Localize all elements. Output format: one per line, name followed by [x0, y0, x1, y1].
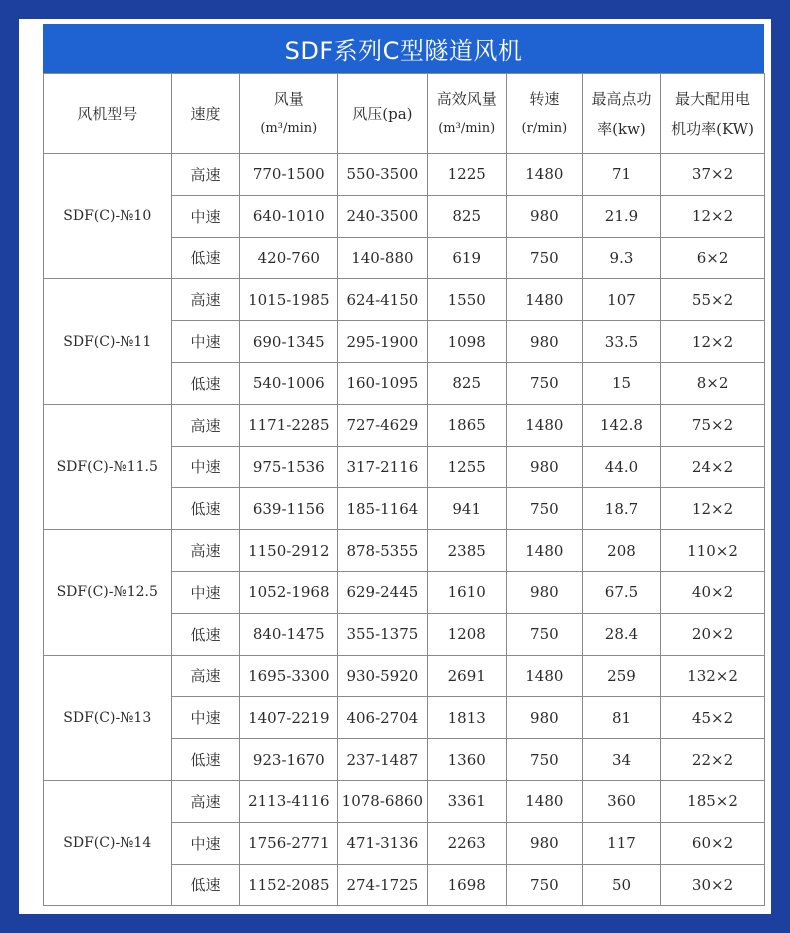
model-cell: SDF(C)-№12.5 — [44, 530, 172, 655]
pressure-cell: 355-1375 — [338, 613, 427, 655]
eff-cell: 825 — [427, 362, 506, 404]
maxpt-cell: 81 — [582, 697, 660, 739]
header-speed: 速度 — [171, 74, 240, 154]
speed-cell: 中速 — [171, 697, 240, 739]
model-cell: SDF(C)-№11.5 — [44, 404, 172, 529]
pressure-cell: 1078-6860 — [338, 780, 427, 822]
maxpt-cell: 107 — [582, 279, 660, 321]
header-airflow — [240, 74, 338, 154]
model-cell: SDF(C)-№14 — [44, 780, 172, 905]
maxpt-cell: 259 — [582, 655, 660, 697]
airflow-cell: 639-1156 — [240, 488, 338, 530]
header-motor-l2: 机功率(KW) — [671, 119, 754, 138]
header-airflow-label: 风量 — [273, 89, 304, 108]
pressure-cell: 727-4629 — [338, 404, 427, 446]
table-row — [44, 530, 765, 572]
motor-cell: 55×2 — [661, 279, 765, 321]
airflow-cell: 1150-2912 — [240, 530, 338, 572]
header-eff-label: 高效风量 — [436, 89, 497, 108]
pressure-cell: 629-2445 — [338, 571, 427, 613]
motor-cell: 110×2 — [661, 530, 765, 572]
motor-cell: 45×2 — [661, 697, 765, 739]
table-row — [44, 780, 765, 822]
airflow-cell: 1052-1968 — [240, 571, 338, 613]
speed-cell: 低速 — [171, 237, 240, 279]
maxpt-cell: 33.5 — [582, 321, 660, 363]
rpm-cell: 750 — [506, 739, 582, 781]
pressure-cell: 471-3136 — [338, 822, 427, 864]
pressure-cell: 317-2116 — [338, 446, 427, 488]
pressure-cell: 140-880 — [338, 237, 427, 279]
rpm-cell: 1480 — [506, 279, 582, 321]
table-row — [44, 655, 765, 697]
maxpt-cell: 28.4 — [582, 613, 660, 655]
speed-cell: 高速 — [171, 154, 240, 196]
maxpt-cell: 18.7 — [582, 488, 660, 530]
eff-cell: 1550 — [427, 279, 506, 321]
maxpt-cell: 117 — [582, 822, 660, 864]
table-row — [44, 279, 765, 321]
spec-sheet — [19, 19, 771, 914]
header-rpm-label: 转速 — [529, 89, 560, 108]
eff-cell: 1098 — [427, 321, 506, 363]
motor-cell: 6×2 — [661, 237, 765, 279]
pressure-cell: 274-1725 — [338, 864, 427, 906]
eff-cell: 1813 — [427, 697, 506, 739]
rpm-cell: 980 — [506, 822, 582, 864]
fan-spec-table — [43, 73, 765, 906]
pressure-cell: 930-5920 — [338, 655, 427, 697]
speed-cell: 中速 — [171, 321, 240, 363]
airflow-cell: 1171-2285 — [240, 404, 338, 446]
motor-cell: 8×2 — [661, 362, 765, 404]
airflow-cell: 770-1500 — [240, 154, 338, 196]
airflow-cell: 420-760 — [240, 237, 338, 279]
pressure-cell: 878-5355 — [338, 530, 427, 572]
pressure-cell: 406-2704 — [338, 697, 427, 739]
header-motor-power — [661, 74, 765, 154]
rpm-cell: 980 — [506, 195, 582, 237]
motor-cell: 37×2 — [661, 154, 765, 196]
maxpt-cell: 21.9 — [582, 195, 660, 237]
motor-cell: 75×2 — [661, 404, 765, 446]
maxpt-cell: 50 — [582, 864, 660, 906]
header-efficient-airflow — [427, 74, 506, 154]
speed-cell: 低速 — [171, 739, 240, 781]
eff-cell: 1865 — [427, 404, 506, 446]
pressure-cell: 160-1095 — [338, 362, 427, 404]
motor-cell: 40×2 — [661, 571, 765, 613]
header-eff-unit: (m³/min) — [438, 120, 496, 136]
rpm-cell: 1480 — [506, 780, 582, 822]
airflow-cell: 540-1006 — [240, 362, 338, 404]
airflow-cell: 1695-3300 — [240, 655, 338, 697]
eff-cell: 619 — [427, 237, 506, 279]
rpm-cell: 1480 — [506, 404, 582, 446]
maxpt-cell: 9.3 — [582, 237, 660, 279]
model-cell: SDF(C)-№10 — [44, 154, 172, 279]
maxpt-cell: 67.5 — [582, 571, 660, 613]
eff-cell: 1360 — [427, 739, 506, 781]
airflow-cell: 1015-1985 — [240, 279, 338, 321]
model-cell: SDF(C)-№11 — [44, 279, 172, 404]
motor-cell: 132×2 — [661, 655, 765, 697]
model-cell: SDF(C)-№13 — [44, 655, 172, 780]
speed-cell: 中速 — [171, 195, 240, 237]
speed-cell: 高速 — [171, 780, 240, 822]
eff-cell: 2263 — [427, 822, 506, 864]
header-max-point-power — [582, 74, 660, 154]
rpm-cell: 980 — [506, 321, 582, 363]
pressure-cell: 624-4150 — [338, 279, 427, 321]
motor-cell: 24×2 — [661, 446, 765, 488]
airflow-cell: 640-1010 — [240, 195, 338, 237]
maxpt-cell: 208 — [582, 530, 660, 572]
speed-cell: 高速 — [171, 530, 240, 572]
rpm-cell: 1480 — [506, 655, 582, 697]
eff-cell: 2385 — [427, 530, 506, 572]
speed-cell: 低速 — [171, 864, 240, 906]
eff-cell: 1698 — [427, 864, 506, 906]
motor-cell: 12×2 — [661, 195, 765, 237]
rpm-cell: 1480 — [506, 530, 582, 572]
header-rpm-unit: (r/min) — [521, 120, 568, 136]
header-maxpt-l1: 最高点功 — [591, 89, 652, 108]
pressure-cell: 185-1164 — [338, 488, 427, 530]
table-body — [44, 154, 765, 906]
motor-cell: 12×2 — [661, 321, 765, 363]
table-title: SDF系列C型隧道风机 — [43, 24, 764, 73]
motor-cell: 12×2 — [661, 488, 765, 530]
speed-cell: 高速 — [171, 655, 240, 697]
pressure-cell: 550-3500 — [338, 154, 427, 196]
eff-cell: 941 — [427, 488, 506, 530]
pressure-cell: 295-1900 — [338, 321, 427, 363]
rpm-cell: 980 — [506, 697, 582, 739]
motor-cell: 30×2 — [661, 864, 765, 906]
eff-cell: 1208 — [427, 613, 506, 655]
motor-cell: 22×2 — [661, 739, 765, 781]
maxpt-cell: 71 — [582, 154, 660, 196]
speed-cell: 中速 — [171, 822, 240, 864]
speed-cell: 低速 — [171, 488, 240, 530]
rpm-cell: 750 — [506, 237, 582, 279]
maxpt-cell: 34 — [582, 739, 660, 781]
table-row — [44, 154, 765, 196]
speed-cell: 低速 — [171, 613, 240, 655]
header-maxpt-l2: 率(kw) — [597, 119, 646, 138]
speed-cell: 高速 — [171, 279, 240, 321]
maxpt-cell: 142.8 — [582, 404, 660, 446]
table-row — [44, 404, 765, 446]
maxpt-cell: 15 — [582, 362, 660, 404]
airflow-cell: 2113-4116 — [240, 780, 338, 822]
rpm-cell: 750 — [506, 864, 582, 906]
speed-cell: 低速 — [171, 362, 240, 404]
eff-cell: 825 — [427, 195, 506, 237]
rpm-cell: 1480 — [506, 154, 582, 196]
airflow-cell: 975-1536 — [240, 446, 338, 488]
airflow-cell: 1152-2085 — [240, 864, 338, 906]
motor-cell: 60×2 — [661, 822, 765, 864]
header-motor-l1: 最大配用电 — [675, 89, 751, 108]
motor-cell: 185×2 — [661, 780, 765, 822]
header-model: 风机型号 — [44, 74, 172, 154]
pressure-cell: 240-3500 — [338, 195, 427, 237]
rpm-cell: 980 — [506, 446, 582, 488]
eff-cell: 3361 — [427, 780, 506, 822]
maxpt-cell: 360 — [582, 780, 660, 822]
header-row — [44, 74, 765, 154]
header-airflow-unit: (m³/min) — [260, 120, 318, 136]
eff-cell: 2691 — [427, 655, 506, 697]
airflow-cell: 1407-2219 — [240, 697, 338, 739]
airflow-cell: 1756-2771 — [240, 822, 338, 864]
motor-cell: 20×2 — [661, 613, 765, 655]
rpm-cell: 980 — [506, 571, 582, 613]
eff-cell: 1225 — [427, 154, 506, 196]
airflow-cell: 840-1475 — [240, 613, 338, 655]
eff-cell: 1610 — [427, 571, 506, 613]
eff-cell: 1255 — [427, 446, 506, 488]
speed-cell: 高速 — [171, 404, 240, 446]
speed-cell: 中速 — [171, 571, 240, 613]
pressure-cell: 237-1487 — [338, 739, 427, 781]
maxpt-cell: 44.0 — [582, 446, 660, 488]
speed-cell: 中速 — [171, 446, 240, 488]
rpm-cell: 750 — [506, 488, 582, 530]
rpm-cell: 750 — [506, 613, 582, 655]
airflow-cell: 923-1670 — [240, 739, 338, 781]
header-pressure: 风压(pa) — [338, 74, 427, 154]
rpm-cell: 750 — [506, 362, 582, 404]
airflow-cell: 690-1345 — [240, 321, 338, 363]
header-rpm — [506, 74, 582, 154]
